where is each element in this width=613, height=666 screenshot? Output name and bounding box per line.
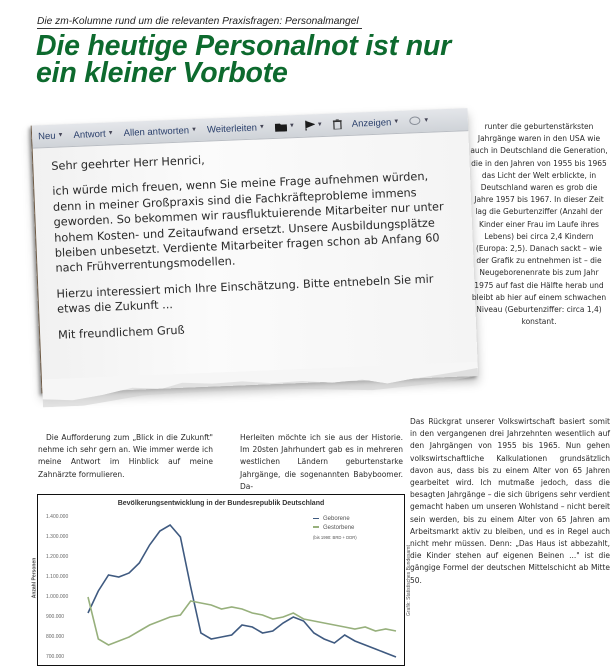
legend-swatch [313, 526, 319, 528]
view-label: Anzeigen [351, 116, 392, 130]
image-credit: Grafik: Statistisches Bundesamt [406, 545, 412, 616]
headline-line-1: Die heutige Personalnot ist nur [36, 30, 452, 62]
chevron-down-icon: ▼ [190, 126, 198, 134]
chat-button[interactable] [409, 116, 429, 127]
folder-icon [275, 122, 287, 131]
chevron-down-icon: ▼ [393, 118, 400, 126]
y-tick: 1.200.000 [46, 554, 69, 560]
article-column-3-top: runter die geburtenstärksten Jahrgänge waren in den USA wie auch in Deutschland die Generation, die in den Jahren von 1955 bis 1965 das Licht der Welt erblickte, in Deutschland waren es grob die Jahre 1957 bis 1967. In dieser Zeit lag die Geburtenziffer (Anzahl der Kinder einer Frau im Laufe ihres Lebens) bei circa 2,4 Kindern (Europa: 2,5). Danach sackt – wie der Grafik zu entnehmen ist – die Neugeborenenrate bis zum Jahr 1975 auf fast die Hälfte herab und bleibt ab hier auf einem schwachen Niveau (Geburtenziffer: circa 1,4) konstant. [470, 122, 608, 327]
legend-item-deaths [313, 524, 357, 533]
legend-label: Gestorbene [323, 524, 355, 531]
forward-button[interactable] [207, 122, 265, 135]
email-toolbar [32, 108, 469, 148]
y-axis-label: Anzahl Personen [31, 557, 38, 599]
article-column-3-bottom: Das Rückgrat unserer Volkswirtschaft basiert somit in den vergangenen drei Jahrzehnten wesentlich auf den Jahrgängen von 1955 bis 1965. Nun gehen volkswirtschaftliche Kalkulationen grundsätzlich davon aus, dass bis zu einem Alter von 65 Jahren gearbeitet wird. Ich mutmaße jedoch, dass die besagten Jahrgänge – die sich übrigens sehr verdient gemacht haben um unseren Wohlstand – nicht bereit sein werden, bis zu einem Alter von 65 Jahren am Arbeitsmarkt aktiv zu bleiben, und es in Regel auch nicht mehr müssen. Denn: „Das Haus ist abbezahlt, die Kinder stehen auf eigenen Beinen ..." ist die gängige Formel der deutschen Mittelschicht ab Mitte 50. [410, 417, 610, 585]
article-headline [36, 30, 452, 89]
flag-icon [305, 120, 315, 130]
chevron-down-icon: ▼ [316, 121, 323, 129]
y-tick: 1.100.000 [46, 574, 69, 580]
reply-all-label: Allen antworten [123, 124, 190, 139]
y-tick: 800.000 [46, 634, 65, 640]
population-chart [31, 494, 405, 666]
article-column-2: Herleiten möchte ich sie aus der Historie. Im 20sten Jahrhundert gab es in mehreren westlichen Ländern geburtenstarke Jahrgänge, die sogenannten Babyboomer. Da- [240, 433, 403, 491]
legend-item-births [313, 515, 357, 524]
y-tick: 1.300.000 [46, 534, 69, 540]
headline-line-2: ein kleiner Vorbote [36, 57, 288, 89]
delete-button[interactable] [333, 119, 342, 129]
chart-title: Bevölkerungsentwicklung in der Bundesrepublik Deutschland [117, 500, 325, 507]
y-tick: 900.000 [46, 614, 65, 620]
email-paragraph: Hierzu interessiert mich Ihre Einschätzung. Bitte entnebeln Sie mir etwas die Zukunft ... [56, 272, 434, 316]
y-tick: 1.400.000 [46, 514, 69, 520]
chevron-down-icon: ▼ [423, 117, 430, 124]
email-screenshot [22, 90, 480, 418]
torn-paper-edge [42, 362, 479, 407]
legend-label: Geborene [323, 516, 350, 522]
y-tick: 700.000 [46, 654, 65, 660]
email-salutation: Sehr geehrter Herr Henrici, [51, 153, 205, 173]
series-line [88, 525, 396, 657]
chevron-down-icon: ▼ [57, 132, 64, 139]
chevron-down-icon: ▼ [107, 130, 114, 137]
legend-swatch [313, 518, 319, 520]
email-window [31, 108, 478, 393]
chevron-down-icon: ▼ [258, 124, 266, 131]
reply-button[interactable] [73, 128, 114, 141]
chevron-down-icon: ▼ [288, 123, 295, 130]
email-body [51, 143, 456, 353]
chart-legend [313, 515, 357, 543]
move-folder-button[interactable] [275, 122, 295, 132]
view-button[interactable] [352, 116, 400, 129]
reply-label: Antwort [73, 128, 106, 141]
article-kicker: Die zm-Kolumne rund um die relevanten Praxisfragen: Personalmangel [37, 16, 362, 29]
y-tick: 1.000.000 [46, 594, 69, 600]
new-button[interactable] [38, 130, 64, 142]
email-closing: Mit freundlichem Gruß [57, 323, 185, 342]
article-column-1: Die Aufforderung zum „Blick in die Zukunft" nehme ich sehr gern an. Wie immer werde ich meine Antwort im Hinblick auf meine Zahnärzte formulieren. [38, 433, 213, 479]
legend-note: (bis 1990: BRD + DDR) [313, 535, 357, 540]
trash-icon [333, 119, 342, 129]
chat-bubble-icon [409, 116, 421, 126]
flag-button[interactable] [305, 120, 323, 131]
reply-all-button[interactable] [123, 124, 197, 138]
new-label: Neu [37, 130, 56, 142]
forward-label: Weiterleiten [206, 122, 258, 136]
email-paragraph: ich würde mich freuen, wenn Sie meine Frage aufnehmen würden, denn in meiner Großpraxis sind die Fachkräfteprobleme immens geworden. So bekommen wir rausfluktuierende Mitarbeiter nur unter hohem Kosten- und Zeitaufwand ersetzt. Unsere Ausbildungsplätze bleiben unbesetzt. Verdiente Mitarbeiter fragen schon ab Anfang 60 nach Frühverrentungsmodellen. [52, 170, 444, 276]
